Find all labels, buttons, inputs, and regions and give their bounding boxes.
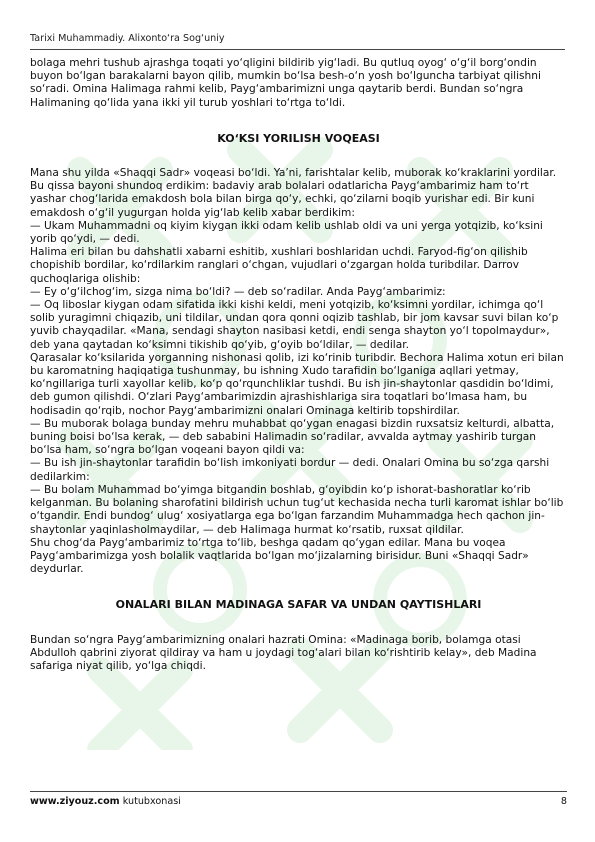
dialogue-paragraph: — Oq liboslar kiygan odam sifatida ikki kishi keldi, meni yotqizib, ko‘ksimni yordilar, ichimga qo‘l solib yuragimni chiqazib, uni tildilar, undan qora qonni oqizib tashlab, bir jom kavsar suvi bilan ko‘p yuvib chayqadilar. «Mana, sendagi shayton nasibasi ketdi, endi senga shayton yo‘l topolmaydur», deb yana qaytadan ko‘ksimni tikishib qo‘yib, g‘oyib bo‘ldilar, — dedilar.	[30, 299, 559, 351]
dialogue-paragraph: — Ukam Muhammadni oq kiyim kiygan ikki odam kelib ushlab oldi va uni yerga yotqizib, ko‘ksini yorib qo‘ydi, — dedi.	[30, 219, 543, 246]
section-heading-koksi: KO‘KSI YORILISH VOQEASI	[217, 131, 380, 145]
dialogue-paragraph: — Bu bolam Muhammad bo‘yimga bitgandin boshlab, g‘oyibdin ko‘p ishorat-bashoratlar ko‘rib kelganman. Bu bolaning sharofatini bildirish uchun tug‘ut kechasida necha turli karomat ishlar bo‘lib o‘tgandir. Endi bundog‘ ulug‘ xosiyatlarga ega bo‘lgan farzandim Muhammadga hech qachon jin-shaytonlar yaqinlasholmaydilar, — deb Halimaga hurmat ko‘rsatib, ruxsat qildilar.	[30, 483, 564, 536]
body-paragraph: Mana shu yilda «Shaqqi Sadr» voqeasi bo‘ldi. Ya’ni, farishtalar kelib, muborak ko‘kraklarini yordilar. Bu qissa bayoni shundoq erdikim: badaviy arab bolalari odatlaricha Payg‘ambarimiz ham to‘rt yashar chog‘larida emakdosh bola bilan birga qo‘y, echki, qo‘zilarni boqib yurishar edi. Bir kuni emakdosh o‘g‘il yugurgan holda yig‘lab kelib xabar berdikim:	[30, 167, 557, 219]
running-title: Tarixi Muhammadiy. Alixonto‘ra Sog‘uniy	[30, 33, 225, 44]
body-paragraph: Halima eri bilan bu dahshatli xabarni eshitib, xushlari boshlaridan uchdi. Faryod-fig‘on qilishib chopishib bordilar, ko‘rdilarkim ranglari o‘chgan, vujudlari o‘zgargan holda turibdilar. Darrov quchoqlariga olishib:	[30, 246, 528, 285]
body-paragraph: Shu chog‘da Payg‘ambarimiz to‘rtga to‘lib, beshga qadam qo‘ygan edilar. Mana bu voqea Payg‘ambarimizga yosh bolalik vaqtlarida bo‘lgan mo‘jizalarning birisidur. Buni «Shaqqi Sadr» deydurlar.	[30, 536, 529, 576]
page-body	[30, 57, 567, 673]
dialogue-paragraph: — Bu muborak bolaga bunday mehru muhabbat qo‘ygan enagasi bizdin ruxsatsiz kelturdi, albatta, buning boisi bo‘lsa kerak, — deb sababini Halimadin so‘radilar, avvalda aytmay yashirib turgan bo‘lsa ham, so‘ngra bo‘lgan voqeani bayon qildi va:	[30, 417, 555, 457]
footer-label: kutubxonasi	[122, 796, 181, 807]
page-footer	[30, 791, 567, 807]
page-header	[30, 33, 565, 50]
dialogue-paragraph: — Ey o‘g‘ilchog‘im, sizga nima bo‘ldi? — deb so‘radilar. Anda Payg‘ambarimiz:	[30, 285, 446, 298]
body-paragraph: Bundan so‘ngra Payg‘ambarimizning onalari hazrati Omina: «Madinaga borib, bolamga otasi Abdulloh qabrini ziyorat qildiray va ham u joydagi tog‘alari bilan ko‘rishtirib kelay», deb Madina safariga niyat qilib, yo‘lga chiqdi.	[30, 633, 537, 672]
dialogue-paragraph: — Bu ish jin-shaytonlar tarafidin bo‘lish imkoniyati bordur — dedi. Onalari Omina bu so‘zga qarshi dedilarkim:	[30, 457, 550, 483]
footer-site-link[interactable]: www.ziyouz.com	[30, 796, 120, 807]
intro-paragraph: bolaga mehri tushub ajrashga toqati yo‘qligini bildirib yig‘ladi. Bu qutluq oyog‘ o‘g‘il borg‘ondin buyon bo‘lgan barakalarni bayon qilib, mumkin bo‘lsa besh-o‘n yosh bo‘lguncha tarbiyat qilishni so‘radi. Omina Halimaga rahmi kelib, Payg‘ambarimizni unga qaytarib berdi. Bundan so‘ngra Halimaning qo‘lida yana ikki yil turub yoshlari to‘rtga to‘ldi.	[30, 57, 541, 109]
page-number: 8	[560, 796, 567, 807]
section-heading-madina: ONALARI BILAN MADINAGA SAFAR VA UNDAN QAYTISHLARI	[115, 598, 482, 612]
body-paragraph: Qarasalar ko‘ksilarida yorganning nishonasi qolib, izi ko‘rinib turibdir. Bechora Halima xotun eri bilan bu karomatning haqiqatiga tushunmay, bu ishning Xudo tarafidin bo‘lganiga aqllari yetmay, ko‘ngillariga turli xayollar kelib, ko‘p qo‘rqunchliklar tushdi. Bu ish jin-shaytonlar qasdidin bo‘ldimi, deb gumon qilishdi. O‘zlari Payg‘ambarimizdin ajrashishlariga sira toqatlari bo‘lmasa ham, bu hodisadin qo‘rqib, nochor Payg‘ambarimizni onalari Ominaga keltirib topshirdilar.	[30, 351, 564, 417]
